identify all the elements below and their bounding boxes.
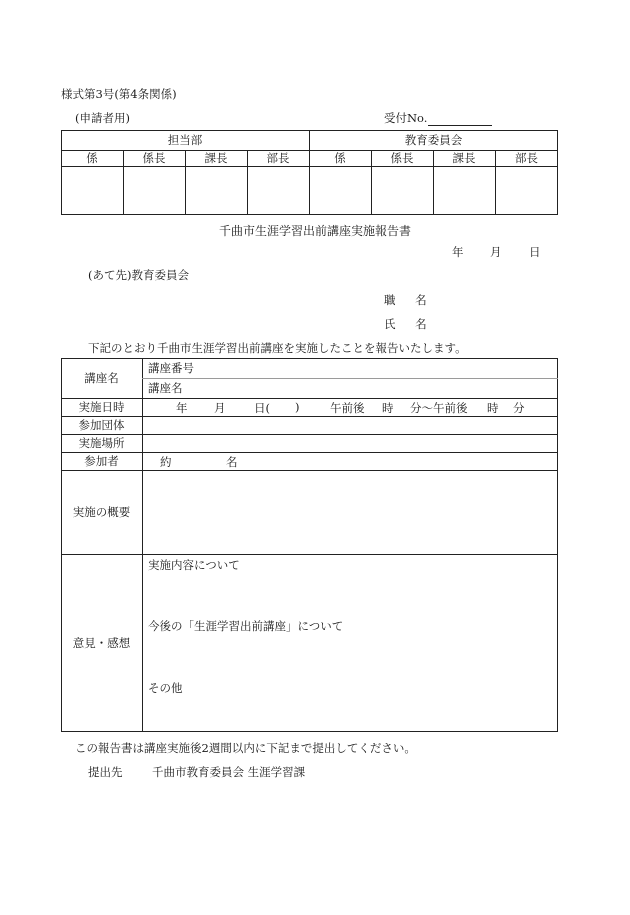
opinion-label: 意見・感想 [72, 636, 131, 650]
date-month-unit: 月 [214, 401, 226, 415]
stamp-box[interactable] [372, 167, 432, 214]
receipt-number-field[interactable] [428, 114, 492, 126]
summary-field[interactable] [143, 471, 557, 553]
role-header: 部長 [266, 151, 290, 165]
place-field[interactable] [143, 435, 557, 451]
stamp-box[interactable] [248, 167, 308, 214]
receipt-number [384, 110, 492, 126]
time-to-minute: 分 [513, 401, 525, 415]
role-header: 係長 [142, 151, 166, 165]
date-day: 日 [529, 245, 541, 259]
date-label: 実施日時 [78, 400, 125, 414]
addressee: (あて先)教育委員会 [88, 268, 189, 282]
date-year-unit: 年 [176, 401, 188, 415]
submit-label: 提出先 [88, 765, 123, 779]
date-year: 年 [452, 245, 464, 259]
participants-field[interactable] [142, 452, 558, 470]
role-header: 課長 [204, 151, 228, 165]
form-number: 様式第3号(第4条関係) [61, 87, 177, 101]
opinion-item: その他 [148, 681, 183, 695]
reporter-title-label: 職 名 [384, 293, 435, 307]
group-label: 参加団体 [78, 418, 125, 432]
stamp-box[interactable] [124, 167, 184, 214]
summary-label: 実施の概要 [72, 505, 131, 519]
document-title: 千曲市生涯学習出前講座実施報告書 [218, 224, 411, 238]
time-to-ampm: 分〜午前後 [410, 401, 468, 415]
participants-about: 約 [160, 455, 172, 469]
weekday-close: ) [295, 400, 300, 414]
role-header: 係 [86, 151, 98, 165]
role-header: 係長 [390, 151, 414, 165]
opinion-item: 今後の「生涯学習出前講座」について [148, 619, 344, 633]
time-from-hour: 時 [382, 401, 394, 415]
intro-text: 下記のとおり千曲市生涯学習出前講座を実施したことを報告いたします。 [88, 341, 467, 355]
reporter-name-label: 氏 名 [384, 317, 435, 331]
role-header: 係 [334, 151, 346, 165]
applicant-use-label: (申請者用) [75, 111, 130, 125]
opinion-item: 実施内容について [148, 558, 240, 572]
place-label: 実施場所 [78, 436, 125, 450]
stamp-box[interactable] [496, 167, 557, 214]
participants-label: 参加者 [84, 454, 119, 468]
stamp-box[interactable] [62, 167, 122, 214]
group-field[interactable] [143, 417, 557, 433]
course-label: 講座名 [84, 371, 119, 385]
date-field[interactable] [142, 398, 558, 416]
time-to-hour: 時 [487, 401, 499, 415]
course-name-label: 講座名 [148, 381, 183, 395]
course-number-label: 講座番号 [148, 361, 194, 375]
receipt-label: 受付No. [384, 111, 428, 125]
submit-destination: 千曲市教育委員会 生涯学習課 [152, 765, 306, 779]
participants-unit: 名 [226, 455, 238, 469]
submission-note: この報告書は講座実施後2週間以内に下記まで提出してください。 [75, 741, 416, 755]
date-month: 月 [490, 245, 502, 259]
time-from-ampm: 午前後 [330, 401, 365, 415]
stamp-box[interactable] [310, 167, 370, 214]
dept-header: 担当部 [167, 133, 203, 147]
role-header: 課長 [452, 151, 476, 165]
board-header: 教育委員会 [404, 133, 463, 147]
opinion-field[interactable] [143, 555, 557, 731]
role-header: 部長 [515, 151, 538, 165]
stamp-box[interactable] [186, 167, 246, 214]
date-day-unit: 日( [254, 401, 270, 415]
stamp-box[interactable] [434, 167, 494, 214]
